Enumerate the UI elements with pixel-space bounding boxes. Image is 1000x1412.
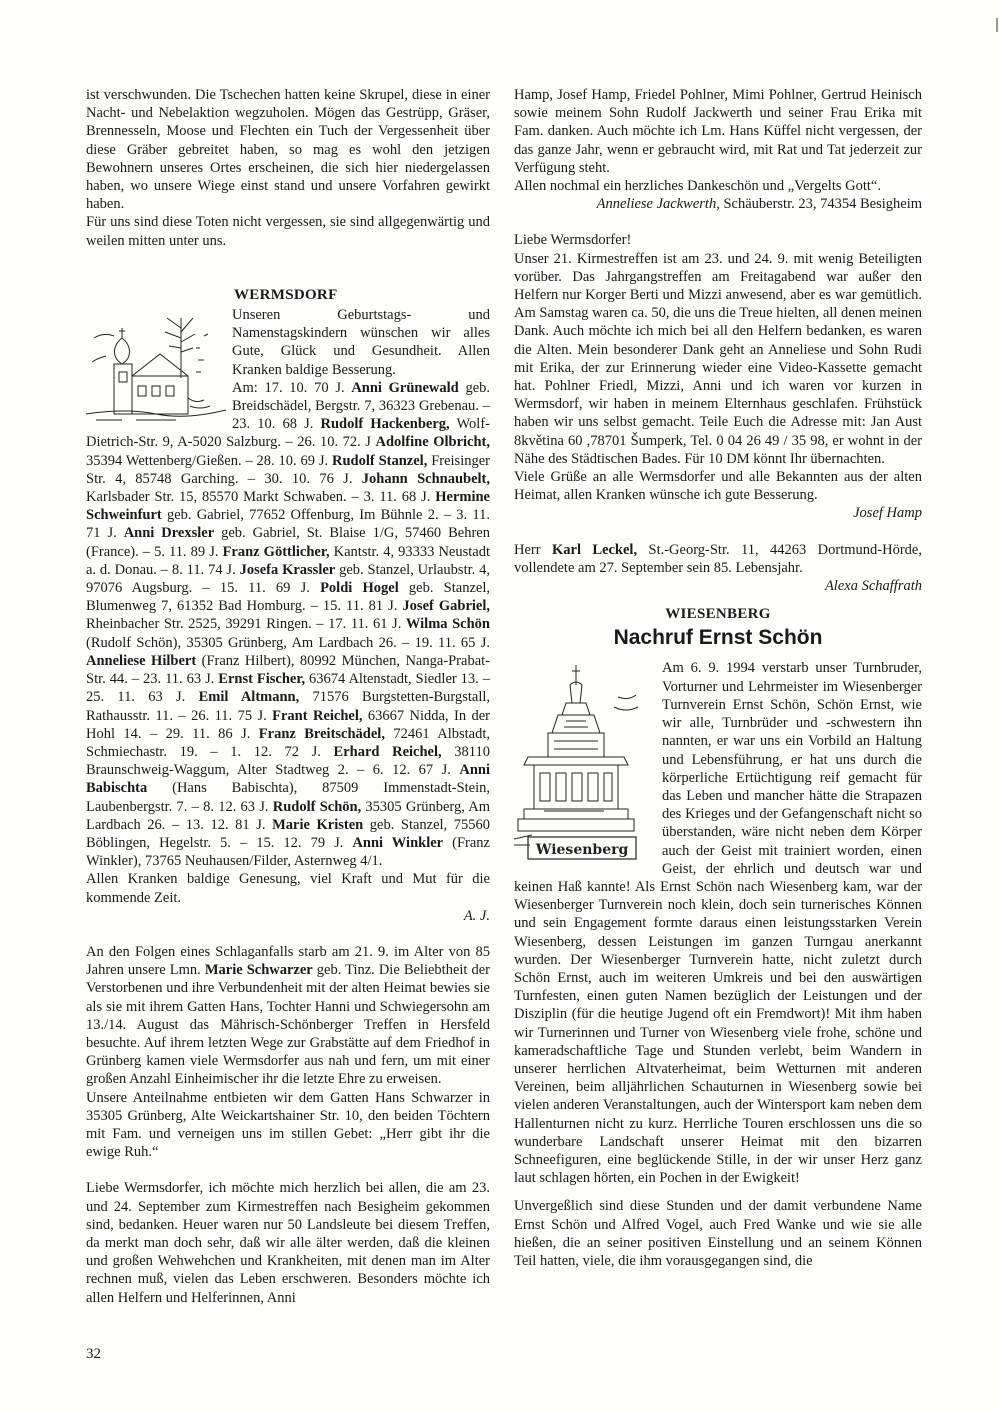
church-drawing [86,308,226,426]
wermsdorf-heading: WERMSDORF [234,286,338,303]
wiesenberg-heading: WIESENBERG [665,606,771,623]
birthday-entry-4: Rudolf Stanzel, Freisinger Str. 4, 85748 Garching. – 30. 10. 76 J. [86,452,490,487]
wishes-paragraph: Allen Kranken baldige Genesung, viel Kraft und Mut für die kommende Zeit. [86,871,490,906]
letter-close: Viele Grüße an alle Wermsdorfer und alle Bekannten aus der alten Heimat, allen Kranken wünsche ich gute Besserung. [514,469,922,504]
birthday-entry-18: Erhard Reichel, 38110 Braunschweig-Waggum, Alter Stadtweg 2. – 6. 12. 67 J. [86,743,490,779]
birthday-entry-16: Frant Reichel, 63667 Nidda, In der Hohl 14. – 29. 11. 86 J. [86,707,490,742]
birthday-entry-8: Franz Göttlicher, Kantstr. 4, 93333 Neustadt a. d. Donau. – 8. 11. 74 J. [86,543,490,578]
birthday-entry-9: Josefa Krassler geb. Stanzel, Urlaubstr. 4, 97076 Augsburg. – 15. 11. 69 J. [86,561,490,597]
birthday-entry-5: Johann Schnaubelt, Karlsbader Str. 15, 85570 Markt Schwaben. – 3. 11. 68 J. [86,470,490,506]
birthday-list [86,379,490,870]
birthday-entry-20: Rudolf Schön, 35305 Grünberg, Am Lardbach 26. – 13. 12. 81 J. [86,798,490,833]
birthday-entry-1: Am: 17. 10. 70 J. Anni Grünewald geb. Breidschädel, Bergstr. 7, 36323 Grebenau. – 23. 10. 68 J. [232,379,491,433]
nachruf-paragraph-1: Am 6. 9. 1994 verstarb unser Turnbruder, Vorturner und Lehrmeister im Wiesenberger Turnverein Ernst Schön, Schön Ernst, wie wir alle, Turnbrüder und -schwestern ihn nannten, er war uns ein Vorbild an Haltung und Lebensführung, er hat uns durch die körperliche Ertüchtigung reif gemacht für das Leben und mancher hätte die Strapazen des Krieges und der Gefangenschaft nicht so überstanden, wäre nicht neben dem Körper auch der Geist mit trainiert worden, einen Geist, der ehrlich und deutsch war und keinen Haß kannte! Als Ernst Schön nach Wiesenberg kam, war der Wiesenberger Turnverein noch klein, doch sein turnerisches Können und sein Engagement formte daraus einen leistungsstarken Verein Wiesenberg, dessen Leistungen im ganzen Turngau anerkannt wurden. Der Wiesenberger Turnverein hatte, nicht zuletzt durch Schön Ernst, auch im weiteren Umkreis und bei den auswärtigen Turnfesten, einen guten Namen bezüglich der Leistungen und der Disziplin (für die heutige Jugend oft ein Fremdwort)! Mit ihm haben wir Turnerinnen und Turner von Wiesenberg viele frohe, schöne und kameradschaftliche Tage und Stunden verlebt, beim Wandern in unserer herrlichen Altvaterheimat, beim Wetturnen mit anderen Vereinen, beim alljährlichen Schauturnen in Wiesenberg sowie bei vielen anderen Veranstaltungen, auch der Wintersport kam neben dem Hallenturnen nicht zu kurz. Herrliche Touren erschlossen uns die so wunderbare Landschaft unserer Heimat mit den bizarren Schneefiguren, eine beglückende Stille, in der wir unser Herz ganz laut schlagen hörten, ein Pochen in der Ewigkeit! [514,660,922,1187]
birthday-entry-19: Anni Babischta (Hans Babischta), 87509 Immenstadt-Stein, Laubenbergstr. 7. – 8. 12. 63 J. [86,762,490,815]
thanks-paragraph-continued: Hamp, Josef Hamp, Friedel Pohlner, Mimi Pohlner, Gertrud Heinisch sowie meinem Sohn Rudolf Jackwerth und seiner Frau Erika mit Fam. danken. Auch möchte ich Lm. Hans Küffel nicht vergessen, der das ganze Jahr, wenn er gebraucht wird, mit Rat und Tat jederzeit zur Verfügung steht. [514,87,922,176]
church-illustration [86,308,226,426]
letter-greeting: Liebe Wermsdorfer! [514,232,632,249]
birthday-entry-13: Anneliese Hilbert (Franz Hilbert), 80992 München, Nanga-Prabat-Str. 44. – 23. 11. 63 J. [86,652,490,688]
birthday-entry-10: Poldi Hogel geb. Stanzel, Blumenweg 7, 61352 Bad Homburg. – 15. 11. 81 J. [86,580,490,615]
obituary-paragraph-2: Unsere Anteilnahme entbieten wir dem Gatten Hans Schwarzer in 35305 Grünberg, Alte Weickartshainer Str. 10, den beiden Töchtern mit Fam. und verneigen uns im stillen Gebet: „Herr gibt ihr die ewige Ruh.“ [86,1089,490,1161]
nachruf-title: Nachruf Ernst Schön [613,626,823,650]
left-column [86,86,490,1307]
nachruf-paragraph-2: Unvergeßlich sind diese Stunden und der damit verbundene Name Ernst Schön und Alfred Vogel, auch Fred Wanke und wie sie alle hießen, die an seiner positiven Einstellung und an seinem Können Teil hatten, viele, die ihm vorausgegangen sind, die [514,1198,922,1269]
letter-signature: Josef Hamp [853,505,922,522]
birthday-entry-12: Wilma Schön (Rudolf Schön), 35305 Grünberg, Am Lardbach 26. – 19. 11. 65 J. [86,616,490,651]
wishes-signature: A. J. [463,907,490,924]
birthday-entry-21: Marie Kristen geb. Stanzel, 75560 Böblingen, Hegelstr. 5. – 15. 12. 79 J. [86,816,491,851]
birthday-entry-2: Rudolf Hackenberg, Wolf-Dietrich-Str. 9, A-5020 Salzburg. – 26. 10. 72. J [86,416,490,451]
birthday-entry-11: Josef Gabriel, Rheinbacher Str. 2525, 39291 Ringen. – 17. 11. 61 J. [86,598,490,633]
birthday-entry-22: Anni Winkler (Franz Winkler), 73765 Neuhausen/Filder, Asternweg 4/1. [86,834,490,870]
intro-paragraph-2: Für uns sind diese Toten nicht vergessen, sie sind allgegenwärtig und weilen mitten unter uns. [86,214,490,249]
page-number: 32 [86,1346,101,1362]
leckel-paragraph: Herr Karl Leckel, St.-Georg-Str. 11, 44263 Dortmund-Hörde, vollendete am 27. September sein 85. Lebensjahr. [514,541,922,576]
thanks-signature: Anneliese Jackwerth, Schäuberstr. 23, 74354 Besigheim [596,196,922,213]
birthday-entry-6: Hermine Schweinfurt geb. Gabriel, 77652 Offenburg, Im Bühnle 2. – 3. 11. 71 J. [86,489,490,542]
birthday-entry-17: Franz Breitschädel, 72461 Albstadt, Schmiechastr. 19. – 1. 12. 72 J. [86,725,491,760]
birthday-entry-7: Anni Drexsler geb. Gabriel, St. Blaise 1/G, 57460 Behren (France). – 5. 11. 89 J. [86,525,490,560]
intro-paragraph-1: ist verschwunden. Die Tschechen hatten keine Skrupel, diese in einer Nacht- und Nebelaktion wegzuholen. Mögen das Gestrüpp, Gräser, Brennesseln, Moose und Flechten ein Tuch der Vergessenheit über diese Gräber gebreitet haben, so mag es wohl den jetzigen Bewohnern unseres Ortes erscheinen, die sich hier niedergelassen haben, wo unsere Wiege einst stand und unsere Vorfahren gewirkt haben. [86,87,490,213]
leckel-signature: Alexa Schaffrath [824,578,922,595]
thanks-final: Allen nochmal ein herzliches Dankeschön und „Vergelts Gott“. [514,178,881,195]
obituary-paragraph-1: An den Folgen eines Schlaganfalls starb am 21. 9. im Alter von 85 Jahren unsere Lmn. Marie Schwarzer geb. Tinz. Die Beliebtheit der Verstorbenen und ihre Verbundenheit mit der alten Heimat bewies sie als sie mit ihrem Gatten Hans, Tochter Hanni und Schwiegersohn am 13./14. August das Mährisch-Schönberger Treffen in Hersfeld besuchte. Auf ihrem letzten Wege zur Grabstätte auf dem Friedhof in Grünberg kamen viele Wermsdorfer aus nah und fern, um mit einer großen Anzahl Einheimischer ihr die letzte Ehre zu erweisen. [86,943,490,1088]
birthday-intro: Unseren Geburtstags- und Namenstagskindern wünschen wir alles Gute, Glück und Gesundheit. Allen Kranken baldige Besserung. [232,307,490,378]
birthday-entry-3: Adolfine Olbricht, 35394 Wettenberg/Gießen. – 28. 10. 69 J. [86,434,490,469]
birthday-entry-15: Emil Altmann, 71576 Burgstetten-Burgstall, Rathausstr. 11. – 26. 11. 75 J. [86,689,490,724]
right-column [514,86,922,1270]
margin-mark [996,18,998,32]
monument-label: Wiesenberg [535,842,629,859]
letter-body: Unser 21. Kirmestreffen ist am 23. und 24. 9. mit wenig Beteiligten vorüber. Das Jahrgangstreffen am Freitagabend war außer den Helfern nur Korger Berti und Mizzi anwesend, aber es war gemütlich. Am Samstag waren ca. 50, die uns die Treue hielten, all denen meinen Dank. Auch möchte ich mich bei all den Helfern bedanken, es waren die Alten. Mein besonderer Dank geht an Anneliese und Sohn Rudi mit Erika, der zur Erinnerung wieder eine Video-Kassette gemacht hat. Pohlner Friedl, Mizzi, Anni und ich waren vor kurzen in Wermsdorf, wir haben in meinem Elternhaus geschlafen. Frühstück haben wir uns selbst gemacht. Teile Euch die Adresse mit: Jan Aust 8květina 60 ,78701 Šumperk, Tel. 0 04 26 49 / 35 98, er wohnt in der Nähe des Städtischen Bades. Für 10 DM könnt Ihr übernachten. [514,250,922,467]
birthday-entry-14: Ernst Fischer, 63674 Altenstadt, Siedler 13. – 25. 11. 63 J. [86,671,490,706]
thanks-paragraph-start: Liebe Wermsdorfer, ich möchte mich herzlich bei allen, die am 23. und 24. September zum Kirmestreffen nach Besigheim gekommen sind, bedanken. Heuer waren nur 50 Landsleute bei diesem Treffen, da merkt man doch sehr, daß wir alle älter werden, daß die kleinen und großen Wehwehchen und Krankheiten, mit denen man im Alter rechnen muß, vielen das Leben erschweren. Besonders möchte ich allen Helfern und Helferinnen, Anni [86,1180,490,1306]
monument-drawing [514,661,654,865]
monument-illustration [514,661,654,865]
